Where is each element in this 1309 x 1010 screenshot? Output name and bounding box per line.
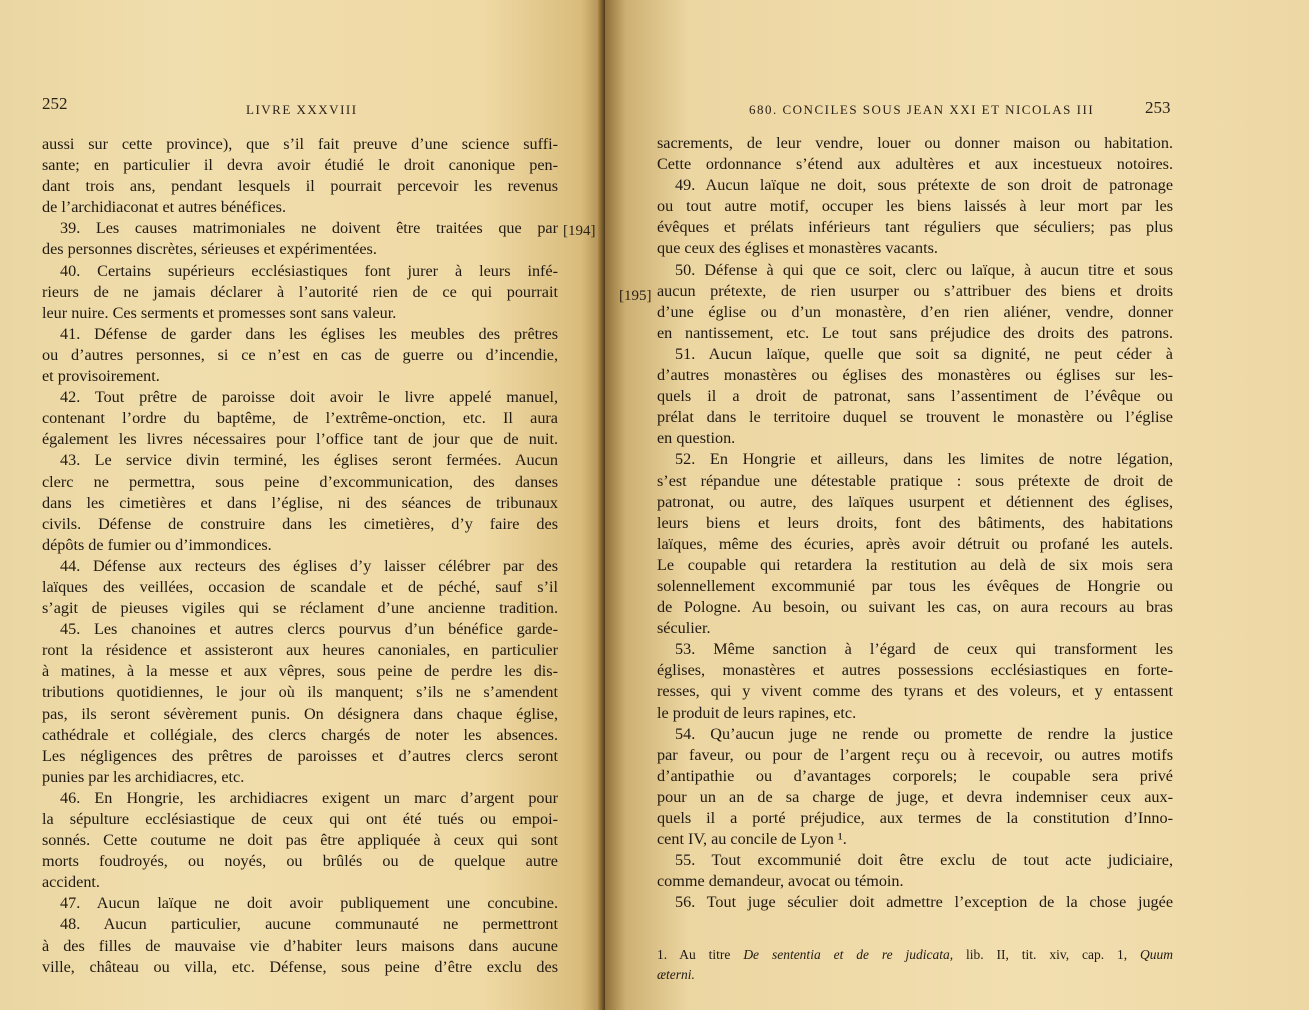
text-line: 51. Aucun laïque, quelle que soit sa dignité, ne peut céder à	[675, 344, 1173, 363]
page-body	[657, 133, 1173, 913]
text-line: 44. Défense aux recteurs des églises d’y laisser célébrer par des	[60, 556, 558, 575]
text-line: 55. Tout excommunié doit être exclu de tout acte judiciaire,	[675, 851, 1173, 870]
running-head: LIVRE XXXVIII	[246, 102, 358, 117]
text-line: accident.	[42, 873, 100, 892]
text-line: 56. Tout juge séculier doit admettre l’exception de la chose jugée	[675, 893, 1173, 912]
text-line: s’agit de pieuses vigiles qui se réclament d’une ancienne tradition.	[42, 599, 558, 618]
text-line: pour un an de sa charge de juge, et devra indemniser ceux aux-	[657, 787, 1173, 806]
text-line: en nantissement, etc. Le tout sans préjudice des droits des patrons.	[657, 323, 1173, 342]
text-line: aucun prétexte, de rien usurper ou s’attribuer des biens et droits	[657, 281, 1173, 300]
text-line: civils. Défense de construire dans les cimetières, d’y faire des	[42, 514, 558, 533]
text-line: clerc ne permettra, sous peine d’excommunication, des danses	[42, 472, 558, 491]
text-line: 45. Les chanoines et autres clercs pourvus d’un bénéfice garde-	[60, 620, 558, 639]
right-page	[605, 0, 1309, 1010]
text-line: quels il a porté préjudice, aux termes de la constitution d’Inno-	[657, 809, 1173, 827]
text-line: ou d’autres personnes, si ce n’est en cas de guerre ou d’incendie,	[42, 345, 558, 364]
text-line: 39. Les causes matrimoniales ne doivent être traitées que par	[60, 219, 558, 238]
footnote-title: De sententia et de re judicata,	[743, 947, 954, 962]
text-line: à des filles de mauvaise vie d’habiter leurs maisons dans aucune	[42, 936, 558, 955]
text-line: 53. Même sanction à l’égard de ceux qui transforment les	[675, 640, 1173, 659]
text-line: dant trois ans, pendant lesquels il pourrait percevoir les revenus	[42, 177, 558, 196]
text-line: punies par les archidiacres, etc.	[42, 767, 245, 786]
text-line: Le coupable qui retardera la restitution au delà de six mois sera	[657, 555, 1173, 574]
text-line: d’autres monastères ou églises des monastères ou églises sur les-	[657, 366, 1173, 385]
text-line: comme demandeur, avocat ou témoin.	[657, 872, 904, 891]
text-line: leur nuire. Ces serments et promesses sont sans valeur.	[42, 303, 397, 322]
text-line: 47. Aucun laïque ne doit avoir publiquement une concubine.	[60, 894, 558, 913]
text-line: séculier.	[657, 619, 711, 638]
left-page	[0, 0, 605, 1010]
text-line: ront la résidence et assisteront aux heures canoniales, en particulier	[42, 641, 558, 660]
text-line: à matines, à la messe et aux vêpres, sous peine de perdre les dis-	[42, 662, 558, 681]
text-line: 50. Défense à qui que ce soit, clerc ou laïque, à aucun titre et sous	[675, 260, 1173, 279]
text-line: églises, monastères et autres possessions ecclésiastiques en forte-	[657, 661, 1173, 680]
text-line: 43. Le service divin terminé, les églises seront fermées. Aucun	[60, 451, 558, 470]
text-line: quels il a droit de patronat, sans l’assentiment de l’évêque ou	[657, 387, 1173, 406]
footnote-title: æterni.	[657, 967, 695, 982]
text-line: et provisoirement.	[42, 367, 160, 386]
text-line: 49. Aucun laïque ne doit, sous prétexte de son droit de patronage	[675, 176, 1173, 195]
text-line: contenant l’ordre du baptême, de l’extrême-onction, etc. Il aura	[42, 409, 558, 428]
footnote-text: 1. Au titre	[657, 947, 744, 962]
text-line: sonnés. Cette coutume ne doit pas être appliquée à ceux qui sont	[42, 831, 558, 850]
text-line: 52. En Hongrie et ailleurs, dans les limites de notre légation,	[675, 450, 1173, 469]
text-line: ville, château ou villa, etc. Défense, sous peine d’être exclu des	[42, 957, 558, 976]
text-line: 41. Défense de garder dans les églises les meubles des prêtres	[60, 324, 558, 343]
text-line: des personnes discrètes, sérieuses et expérimentées.	[42, 240, 377, 259]
text-line: d’une église ou d’un monastère, d’en rien aliéner, vendre, donner	[657, 302, 1173, 321]
footnote-text: lib. II, tit. xiv, cap. 1,	[953, 947, 1140, 962]
footnote	[657, 945, 1173, 985]
text-line: aussi sur cette province), que s’il fait preuve d’une science suffi-	[42, 135, 558, 153]
footnote-line	[657, 945, 1173, 965]
text-line: le produit de leurs rapines, etc.	[657, 703, 857, 722]
text-line: sacrements, de leur vendre, louer ou donner maison ou habitation.	[657, 134, 1173, 152]
text-line: que ceux des églises et monastères vacants.	[657, 239, 938, 258]
page-number: 253	[1145, 98, 1171, 117]
text-line: laïques des veillées, occasion de scandale et de péché, sauf s’il	[42, 577, 558, 596]
text-line: de l’archidiaconat et autres bénéfices.	[42, 198, 287, 217]
text-line: tributions quotidiennes, le jour où ils manquent; s’ils ne s’amendent	[42, 683, 558, 702]
text-line: dans les cimetières et dans l’église, ni des séances de tribunaux	[42, 493, 558, 512]
text-line: 42. Tout prêtre de paroisse doit avoir le livre appelé manuel,	[60, 388, 558, 407]
footnote-line	[657, 965, 1173, 985]
text-line: d’antipathie ou d’avantages corporels; le coupable sera privé	[657, 766, 1173, 785]
text-line: laïques, même des écuries, après avoir détruit ou profané les autels.	[657, 534, 1173, 553]
text-line: cent IV, au concile de Lyon ¹.	[657, 830, 847, 849]
margin-note: [194]	[563, 223, 596, 239]
text-line: ou tout autre motif, occuper les biens laissés à leur mort par les	[657, 197, 1173, 216]
text-line: de Pologne. Au besoin, ou suivant les cas, on aura recours au bras	[657, 598, 1173, 617]
text-line: Cette ordonnance s’étend aux adultères et aux incestueux notoires.	[657, 155, 1173, 174]
text-line: sante; en particulier il devra avoir étudié le droit canonique pen-	[42, 156, 558, 175]
margin-note: [195]	[619, 288, 652, 304]
text-line: patronat, ou autre, des laïques usurpent et détiennent des églises,	[657, 492, 1173, 511]
text-line: 54. Qu’aucun juge ne rende ou promette de rendre la justice	[675, 724, 1173, 743]
text-line: évêques et prélats inférieurs tant réguliers que séculiers; pas plus	[657, 218, 1173, 237]
text-line: 46. En Hongrie, les archidiacres exigent un marc d’argent pour	[60, 788, 558, 807]
text-line: rieurs de ne jamais déclarer à l’autorité rien de ce qui pourrait	[42, 282, 558, 301]
text-line: 48. Aucun particulier, aucune communauté ne permettront	[60, 915, 558, 934]
running-head: 680. CONCILES SOUS JEAN XXI ET NICOLAS III	[749, 102, 1095, 117]
text-line: leurs biens et leurs droits, font des bâtiments, des habitations	[657, 513, 1173, 532]
text-line: en question.	[657, 429, 736, 448]
page-body	[42, 134, 558, 978]
text-line: solennellement excommunié par tous les évêques de Hongrie ou	[657, 576, 1173, 595]
text-line: Les négligences des prêtres de paroisses et d’autres clercs seront	[42, 746, 558, 765]
text-line: par faveur, ou pour de l’argent reçu ou à recevoir, ou autres motifs	[657, 745, 1173, 764]
text-line: pas, ils seront sévèrement punis. On désignera dans chaque église,	[42, 704, 558, 723]
text-line: resses, qui y vivent comme des tyrans et des voleurs, et y entassent	[657, 682, 1173, 701]
text-line: cathédrale et collégiale, des clercs chargés de noter les absences.	[42, 725, 558, 744]
text-line: morts foudroyés, ou noyés, ou brûlés ou de quelque autre	[42, 852, 558, 871]
text-line: dépôts de fumier ou d’immondices.	[42, 535, 272, 554]
footnote-title: Quum	[1140, 947, 1173, 962]
text-line: s’est répandue une détestable pratique : sous prétexte de droit de	[657, 471, 1173, 490]
text-line: 40. Certains supérieurs ecclésiastiques font jurer à leurs infé-	[60, 261, 558, 280]
text-line: la sépulture ecclésiastique de ceux qui ont été tués ou empoi-	[42, 810, 558, 828]
text-line: également les livres nécessaires pour l’office tant de jour que de nuit.	[42, 430, 558, 449]
text-line: prélat dans le territoire duquel se trouvent le monastère ou l’église	[657, 408, 1173, 427]
page-number: 252	[42, 94, 68, 113]
